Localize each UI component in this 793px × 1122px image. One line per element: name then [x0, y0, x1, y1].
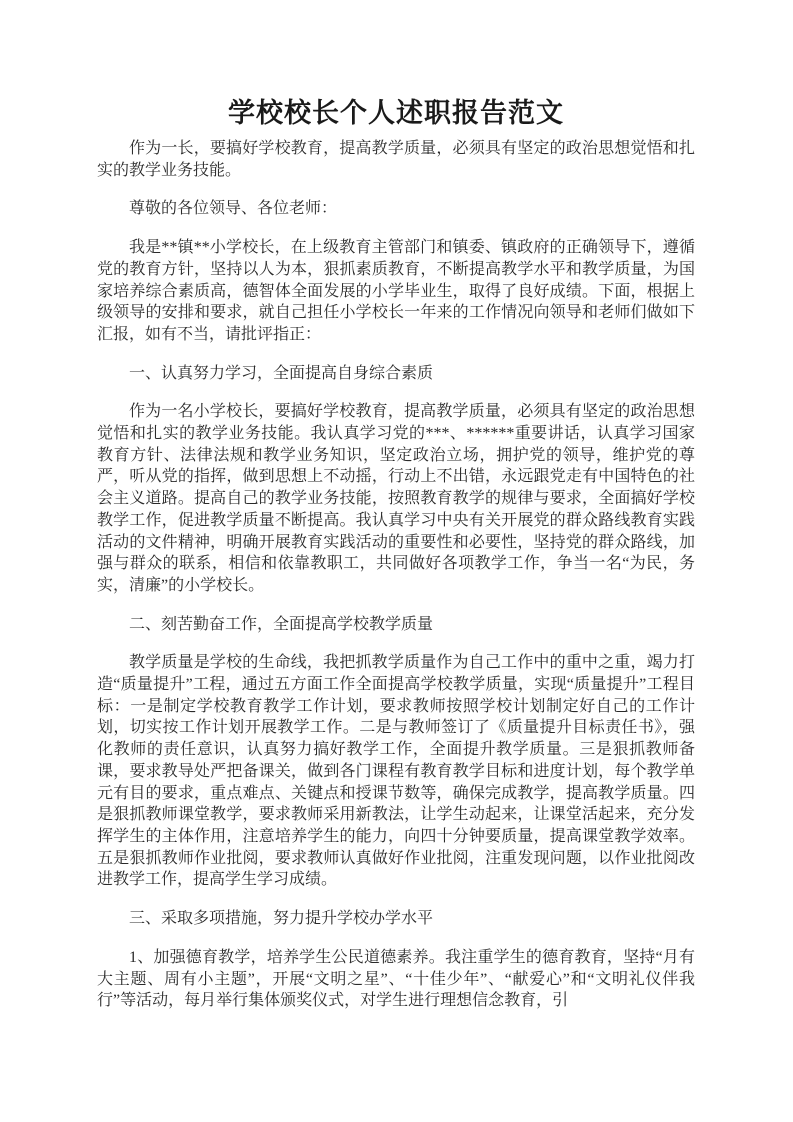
paragraph-greeting: 尊敬的各位领导、各位老师： [129, 200, 338, 218]
section-heading-2: 二、刻苦勤奋工作，全面提高学校教学质量 [129, 615, 434, 633]
paragraph-opening: 我是**镇**小学校长，在上级教育主管部门和镇委、镇政府的正确领导下，遵循党的教育方针，坚持以人为本，狠抓素质教育，不断提高教学水平和教学质量，为国家培养综合素质高，德智体全面发展的小学毕业生，取得了良好成绩。下面，根据上级领导的安排和要求，就自己担任小学校长一年来的工作情况向领导和老师们做如下汇报，如有不当，请批评指正： [97, 239, 695, 343]
paragraph-section-2: 教学质量是学校的生命线，我把抓教学质量作为自己工作中的重中之重，竭力打造“质量提升”工程，通过五方面工作全面提高学校教学质量，实现“质量提升”工程目标：一是制定学校教育教学工作计划，要求教师按照学校计划制定好自己的工作计划，切实按工作计划开展教学工作。二是与教师签订了《质量提升目标责任书》，强化教师的责任意识，认真努力搞好教学工作，全面提升教学质量。三是狠抓教师备课，要求教导处严把备课关，做到各门课程有教育教学目标和进度计划，每个教学单元有目的要求，重点难点、关键点和授课节数等，确保完成教学，提高教学质量。四是狠抓教师课堂教学，要求教师采用新教法，让学生动起来，让课堂活起来，充分发挥学生的主体作用，注意培养学生的能力，向四十分钟要质量，提高课堂教学效率。五是狠抓教师作业批阅，要求教师认真做好作业批阅，注重发现问题，以作业批阅改进教学工作，提高学生学习成绩。 [97, 654, 695, 889]
paragraph-section-3: 1、加强德育教学，培养学生公民道德素养。我注重学生的德育教育，坚持“月有大主题、周有小主题”，开展“文明之星”、“十佳少年”、“献爱心”和“文明礼仪伴我行”等活动，每月举行集体颁奖仪式，对学生进行理想信念教育，引 [97, 948, 695, 1010]
document-title: 学校校长个人述职报告范文 [228, 98, 564, 128]
section-heading-1: 一、认真努力学习，全面提高自身综合素质 [129, 364, 434, 382]
section-heading-3: 三、采取多项措施，努力提升学校办学水平 [129, 910, 434, 928]
paragraph-section-1: 作为一名小学校长，要搞好学校教育，提高教学质量，必须具有坚定的政治思想觉悟和扎实的教学业务技能。我认真学习党的***、******重要讲话，认真学习国家教育方针、法律法规和教学业务知识，坚定政治立场，拥护党的领导，维护党的尊严，听从党的指挥，做到思想上不动摇，行动上不出错，永远跟党走有中国特色的社会主义道路。提高自己的教学业务技能，按照教育教学的规律与要求，全面搞好学校教学工作，促进教学质量不断提高。我认真学习中央有关开展党的群众路线教育实践活动的文件精神，明确开展教育实践活动的重要性和必要性，坚持党的群众路线，加强与群众的联系，相信和依靠教职工，共同做好各项教学工作，争当一名“为民，务实，清廉”的小学校长。 [97, 403, 695, 594]
paragraph-intro: 作为一长，要搞好学校教育，提高教学质量，必须具有坚定的政治思想觉悟和扎实的教学业务技能。 [97, 140, 695, 179]
